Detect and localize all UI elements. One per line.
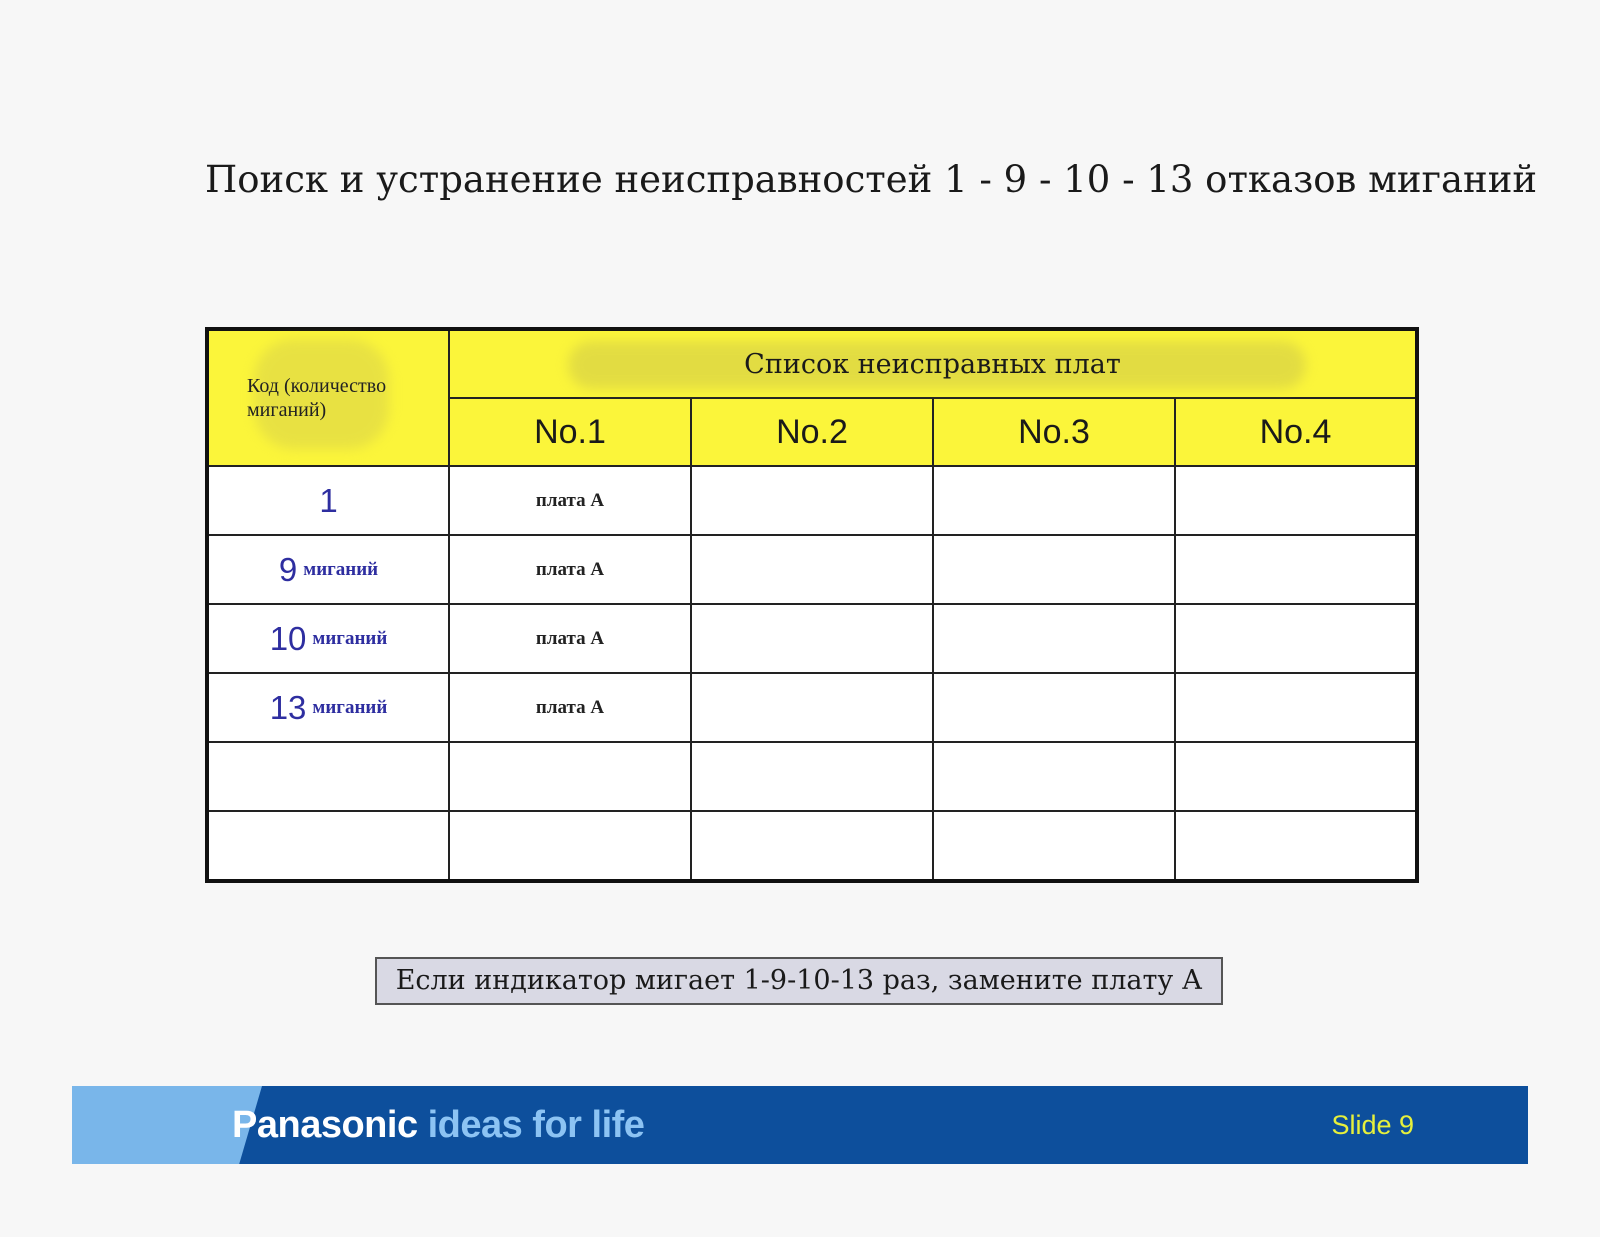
board-cell	[1175, 811, 1417, 881]
blink-code-cell	[207, 811, 449, 881]
board-cell: плата А	[449, 466, 691, 535]
blink-code-cell	[207, 535, 449, 604]
fault-table	[205, 327, 1419, 883]
code-header-cell	[207, 329, 449, 466]
code-header-label: Код (количество миганий)	[247, 375, 387, 421]
board-cell: плата А	[449, 604, 691, 673]
board-cell: плата А	[449, 673, 691, 742]
blink-code-cell	[207, 673, 449, 742]
board-cell	[691, 604, 933, 673]
board-cell	[449, 742, 691, 811]
footer-bar	[72, 1086, 1528, 1164]
table-row	[207, 673, 1417, 742]
board-cell	[933, 811, 1175, 881]
blink-code-number: 9	[278, 550, 298, 588]
board-cell	[449, 811, 691, 881]
column-header-no3: No.3	[933, 398, 1175, 466]
table-row	[207, 811, 1417, 881]
blink-code-number: 13	[269, 688, 307, 726]
board-cell	[1175, 604, 1417, 673]
board-cell	[691, 466, 933, 535]
slide-title: Поиск и устранение неисправностей 1 - 9 - 10 - 13 отказов миганий	[205, 158, 1538, 201]
board-cell	[1175, 466, 1417, 535]
brand-logo	[232, 1104, 644, 1147]
replace-board-note: Если индикатор мигает 1-9-10-13 раз, замените плату А	[375, 957, 1223, 1005]
board-cell	[933, 742, 1175, 811]
blink-code-unit: миганий	[312, 696, 388, 718]
board-cell	[933, 604, 1175, 673]
blink-code-unit: миганий	[312, 627, 388, 649]
table-row	[207, 466, 1417, 535]
blink-code-number: 1	[319, 481, 338, 519]
column-header-no1: No.1	[449, 398, 691, 466]
board-cell	[1175, 742, 1417, 811]
slide-number: Slide 9	[1331, 1110, 1414, 1140]
board-cell	[933, 673, 1175, 742]
board-cell	[691, 673, 933, 742]
board-cell	[691, 742, 933, 811]
board-cell	[1175, 673, 1417, 742]
board-list-header-cell	[449, 329, 1417, 398]
blink-code-unit: миганий	[303, 558, 379, 580]
column-header-no2: No.2	[691, 398, 933, 466]
blink-code-cell	[207, 466, 449, 535]
table-header-row	[207, 329, 1417, 398]
board-cell: плата А	[449, 535, 691, 604]
table-row	[207, 742, 1417, 811]
blink-code-cell	[207, 604, 449, 673]
board-list-header-label: Список неисправных плат	[744, 348, 1121, 380]
column-header-no4: No.4	[1175, 398, 1417, 466]
board-cell	[933, 466, 1175, 535]
brand-name: Panasonic	[232, 1104, 418, 1146]
blink-code-number: 10	[269, 619, 307, 657]
table-row	[207, 604, 1417, 673]
board-cell	[1175, 535, 1417, 604]
blink-code-cell	[207, 742, 449, 811]
board-cell	[691, 535, 933, 604]
board-cell	[933, 535, 1175, 604]
board-cell	[691, 811, 933, 881]
table-row	[207, 535, 1417, 604]
brand-slogan: ideas for life	[427, 1104, 645, 1146]
